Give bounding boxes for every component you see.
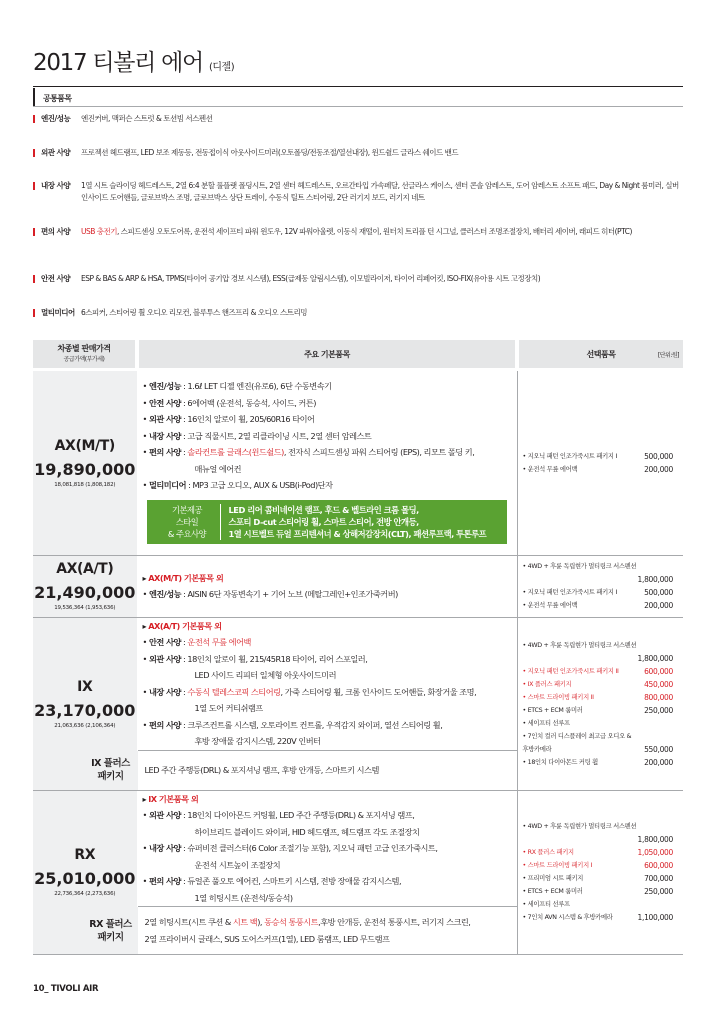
text-span: • xyxy=(142,686,149,697)
package-label-line: 스타일 xyxy=(175,516,199,527)
option-price: 700,000 xyxy=(644,874,673,884)
text-span: • xyxy=(142,810,149,820)
text-span: • xyxy=(142,876,149,886)
package-label-line: & 주요사양 xyxy=(167,528,207,539)
plus-package-label xyxy=(84,907,138,954)
option-item xyxy=(523,756,674,769)
title-divider xyxy=(33,86,683,87)
text-span: • xyxy=(142,414,149,424)
feature-line xyxy=(143,651,517,668)
model-price: 25,010,000 xyxy=(34,869,136,889)
header-option xyxy=(517,340,683,368)
feature-line xyxy=(143,684,517,701)
standard-features xyxy=(137,371,517,555)
text-span: 동승석 통풍시트 xyxy=(264,917,319,927)
package-items xyxy=(229,504,487,540)
text-span: 내장 사양 xyxy=(148,686,181,697)
text-span: 프로젝션 헤드램프, LED 보조 제동등, 전동접이식 아웃사이드미러(오토폴딩/전동조절/열선내장), 윈드쉴드 글라스 쉐이드 밴드 xyxy=(81,148,459,157)
model-price: 23,170,000 xyxy=(34,700,136,720)
feature-line xyxy=(143,618,517,635)
text-span: • xyxy=(142,843,149,853)
option-label: • 4WD + 후륜 독립현가 멀티링크 서스펜션 xyxy=(522,641,637,649)
option-price: 450,000 xyxy=(644,679,673,689)
text-span: • xyxy=(142,637,149,647)
option-list xyxy=(517,555,683,617)
text-span: : 6에어백 (운전석, 동승석, 사이드, 커튼) xyxy=(180,397,316,408)
text-span: 멀티미디어 xyxy=(148,480,186,490)
package-label-line: 기본제공 xyxy=(171,504,203,515)
page-title: 2017 티볼리 에어 (디젤) xyxy=(33,50,235,76)
option-item xyxy=(523,652,674,665)
text-span: 엔진커버, 맥퍼슨 스트럿 & 토션빔 서스펜션 xyxy=(81,114,213,123)
option-label: 후방카메라 xyxy=(522,745,552,753)
plus-item-line xyxy=(145,914,471,931)
text-span: 엔진/성능 xyxy=(148,381,182,391)
text-span: 하이브리드 블레이드 와이퍼, HID 헤드램프, 헤드램프 각도 조절장치 xyxy=(194,826,420,837)
page-footer: 10_ TIVOLI AIR xyxy=(33,984,99,994)
basic-style-package xyxy=(147,500,507,544)
text-span: 운전석 무릎 에어백 xyxy=(187,637,251,647)
option-item xyxy=(523,704,674,717)
option-label: • 세이프티 선루프 xyxy=(522,901,570,909)
model-price: 21,490,000 xyxy=(34,583,136,602)
plus-label-line: IX 플러스 xyxy=(91,758,130,769)
feature-line xyxy=(143,570,517,587)
text-span: 외관 사양 xyxy=(148,653,181,664)
option-price: 200,000 xyxy=(644,601,673,610)
common-row-value xyxy=(81,180,681,204)
model-supply-price: 21,063,636 (2,106,364) xyxy=(54,722,116,729)
common-row-label: 안전 사양 xyxy=(41,274,71,283)
text-span: ), xyxy=(257,917,265,927)
option-item xyxy=(523,730,674,743)
plus-label-line: 패키지 xyxy=(97,771,124,782)
common-section-label: 공통품목 xyxy=(43,94,72,103)
common-row-label: 외관 사양 xyxy=(41,148,71,157)
header-standard: 주요 기본품목 xyxy=(137,340,517,368)
header-model-sub: 공급가액(부가세) xyxy=(63,356,105,363)
text-span: ESP & BAS & ARP & HSA, TPMS(타이어 공기압 경보 시스템), ESS(급제동 알림시스템), 이모빌라이저, 타이어 리페어킷, ISO-FIX(유아용 시트 고정장치) xyxy=(81,274,541,283)
text-span: • xyxy=(142,719,149,730)
option-list xyxy=(517,617,683,790)
option-item xyxy=(523,560,674,573)
text-span: 2열 히팅시트(시트 쿠션 & xyxy=(144,917,233,927)
feature-line xyxy=(143,824,517,841)
common-row-label: 편의 사양 xyxy=(41,227,71,236)
feature-line xyxy=(143,700,517,717)
text-span: : 슈퍼비전 클러스터(6 Color 조절기능 포함), 지오닉 패턴 고급 인조가죽시트, xyxy=(180,843,438,853)
option-item xyxy=(523,846,674,859)
plus-package-cell xyxy=(89,906,517,955)
option-label: • ETCS + ECM 룸미러 xyxy=(522,888,583,896)
text-span: AX(A/T) 기본품목 외 xyxy=(148,620,222,631)
feature-line xyxy=(143,477,517,494)
text-span: : xyxy=(180,637,188,647)
model-row xyxy=(33,555,683,617)
option-label: • 지오닉 패턴 인조가죽시트 패키지 I xyxy=(522,589,617,596)
text-span: : 1.6ℓ LET 디젤 엔진(유로6), 6단 수동변속기 xyxy=(181,381,332,391)
text-span: ▸ xyxy=(142,793,149,804)
text-span: USB 충전기 xyxy=(81,227,118,236)
option-price: 500,000 xyxy=(644,451,673,461)
common-row-value xyxy=(81,273,681,285)
text-span: : 16인치 알로이 휠, 205/60R16 타이어 xyxy=(180,414,315,424)
option-list xyxy=(517,790,683,955)
text-span: : 18인치 알로이 휠, 215/45R18 타이어, 리어 스포일러, xyxy=(180,653,368,664)
option-price: 600,000 xyxy=(644,666,673,676)
option-price: 800,000 xyxy=(644,692,673,702)
text-span: ▸ xyxy=(142,572,149,583)
text-span: 엔진/성능 xyxy=(148,589,182,599)
common-row-value xyxy=(81,226,681,238)
package-item-line: LED 리어 콤비네이션 램프, 후드 & 벨트라인 크롬 몰딩, xyxy=(228,504,419,515)
text-span: : AISIN 6단 자동변속기 + 기어 노브 (메탈그레인+인조가죽커버) xyxy=(181,589,398,599)
text-span: , 전자식 스피드센싱 파워 스티어링 (EPS), 리모트 폴딩 키, xyxy=(283,447,475,457)
text-span: • xyxy=(142,430,149,441)
option-price: 1,050,000 xyxy=(637,848,673,858)
text-span: : MP3 고급 오디오, AUX & USB(i-Pod)단자 xyxy=(185,480,333,490)
red-bullet-bar xyxy=(33,182,35,190)
option-item xyxy=(523,743,674,756)
plus-label-line: 패키지 xyxy=(97,931,124,943)
model-row xyxy=(33,371,683,555)
option-label: • 7인치 컬러 디스플레이 최고급 오디오 & xyxy=(522,732,632,740)
text-span: 편의 사양 xyxy=(148,719,181,730)
common-row-label: 내장 사양 xyxy=(41,181,71,190)
option-price: 250,000 xyxy=(644,705,673,715)
option-price: 1,800,000 xyxy=(637,653,673,663)
option-price: 200,000 xyxy=(644,757,673,767)
option-item xyxy=(523,911,674,924)
common-row-value xyxy=(81,147,681,159)
plus-package-items xyxy=(138,751,379,790)
feature-line xyxy=(143,857,517,874)
option-price: 250,000 xyxy=(644,887,673,897)
feature-line xyxy=(143,733,517,750)
option-price: 1,800,000 xyxy=(637,575,673,584)
text-span: • xyxy=(142,589,149,599)
option-item xyxy=(523,463,674,476)
feature-line xyxy=(143,791,517,808)
option-item xyxy=(523,691,674,704)
option-label: • 4WD + 후륜 독립현가 멀티링크 서스펜션 xyxy=(522,823,637,831)
text-span: ,후방 안개등, 운전석 통풍시트, 러기지 스크린, xyxy=(318,917,471,927)
package-item-line: 1열 시트벨트 듀얼 프리텐셔너 & 상해저감장치(CLT), 패션루프랙, 투톤루프 xyxy=(228,528,487,539)
option-item xyxy=(523,573,674,586)
option-item xyxy=(523,665,674,678)
text-span: , 스피드센싱 오토도어록, 운전석 세이프티 파워 윈도우, 12V 파워아울렛, 이동식 재떨이, 원터치 트리플 턴 시그널, 클러스터 조명조절장치, 배터리 세이버, 래피드 히터(PTC) xyxy=(117,227,632,236)
feature-line xyxy=(143,428,517,445)
text-span: 후방 장애물 감지시스템, 220V 인버터 xyxy=(194,736,321,746)
option-item xyxy=(523,639,674,652)
standard-features xyxy=(137,617,517,750)
option-item xyxy=(523,859,674,872)
model-price: 19,890,000 xyxy=(34,459,136,479)
text-span: • xyxy=(142,480,149,490)
option-label: • 스마트 드라이빙 패키지 II xyxy=(522,693,594,701)
option-label: • 운전석 무릎 에어백 xyxy=(522,465,578,473)
option-label: • 지오닉 패턴 인조가죽시트 패키지 I xyxy=(522,452,617,460)
red-bullet-bar xyxy=(33,149,35,157)
text-span: 매뉴얼 에어컨 xyxy=(194,463,242,474)
option-item xyxy=(523,898,674,911)
option-label: • 세이프티 선루프 xyxy=(522,719,570,727)
feature-line xyxy=(143,461,517,478)
red-bullet-bar xyxy=(33,275,35,283)
text-span: AX(M/T) 기본품목 외 xyxy=(148,572,224,583)
text-span: 운전석 시트높이 조절장치 xyxy=(194,859,281,870)
plus-package xyxy=(89,906,517,954)
common-row-label: 엔진/성능 xyxy=(41,114,71,123)
table-header-row xyxy=(33,340,683,368)
text-span: 외관 사양 xyxy=(148,810,181,820)
model-cell xyxy=(33,371,137,555)
plus-package-label xyxy=(84,751,138,790)
red-bullet-bar xyxy=(33,115,35,123)
option-item xyxy=(523,885,674,898)
feature-line xyxy=(143,634,517,651)
text-span: 안전 사양 xyxy=(148,397,181,408)
header-model xyxy=(33,340,137,368)
option-list xyxy=(517,371,683,555)
standard-features xyxy=(137,555,517,617)
text-span: 외관 사양 xyxy=(148,414,181,424)
red-bullet-bar xyxy=(33,309,35,317)
text-span: 안전 사양 xyxy=(148,637,181,647)
plus-package-items xyxy=(138,907,471,954)
option-item xyxy=(523,450,674,463)
model-supply-price: 22,736,364 (2,273,636) xyxy=(54,891,116,898)
feature-line xyxy=(143,717,517,734)
option-label: • 스마트 드라이빙 패키지 I xyxy=(522,862,593,870)
plus-package-cell xyxy=(91,750,517,791)
text-span: • xyxy=(142,397,149,408)
text-span: 편의 사양 xyxy=(148,876,181,886)
package-item-line: 스포티 D-cut 스티어링 휠, 스마트 스티어, 전방 안개등, xyxy=(228,516,419,527)
header-unit: [단위:원] xyxy=(657,352,679,359)
model-name: AX(A/T) xyxy=(56,561,114,577)
option-label: • 4WD + 후륜 독립현가 멀티링크 서스펜션 xyxy=(522,563,637,570)
text-span: 내장 사양 xyxy=(148,843,181,853)
option-label: • RX 플러스 패키지 xyxy=(522,849,574,857)
option-item xyxy=(523,586,674,599)
feature-line xyxy=(143,840,517,857)
option-item xyxy=(523,820,674,833)
plus-item-line: LED 주간 주행등(DRL) & 포지셔닝 램프, 후방 안개등, 스마트키 시스템 xyxy=(144,764,379,775)
plus-label-line: RX 플러스 xyxy=(89,918,132,930)
feature-line xyxy=(143,586,517,603)
option-price: 600,000 xyxy=(644,861,673,871)
option-item xyxy=(523,717,674,730)
common-row-value xyxy=(81,307,681,319)
model-name: AX(M/T) xyxy=(54,437,115,454)
page-subtitle: (디젤) xyxy=(208,62,235,73)
feature-line xyxy=(143,444,517,461)
text-span: 1열 히팅시트 (운전석/동승석) xyxy=(194,892,293,903)
feature-line xyxy=(143,411,517,428)
common-row-label: 멀티미디어 xyxy=(41,308,75,317)
model-row xyxy=(33,790,683,906)
option-label: • IX 플러스 패키지 xyxy=(522,680,572,688)
option-price: 1,100,000 xyxy=(637,913,673,923)
text-span: ▸ xyxy=(142,620,149,631)
plus-item-line: 2열 프라이버시 글래스, SUS 도어스커프(1열), LED 룸램프, LED 무드램프 xyxy=(144,933,390,944)
text-span: 1열 시트 슬라이딩 헤드레스트, 2열 6:4 분할 풀플랫 폴딩시트, 2열 센터 헤드레스트, 오르간타입 가속페달, 선글라스 케이스, 센터 콘솔 암레스트, 도어 암레스트 소프트 패드, Day & Night 룸미러, 실버 인사이드 도어핸들, 글로브박스 조명, 글로브박스 상단 트레이, 수동식 틸트 스티어링, 2단 러기지 보드, 러기지 네트 xyxy=(81,181,679,202)
text-span: 6스피커, 스티어링 휠 오디오 리모컨, 블루투스 핸즈프리 & 오디오 스트리밍 xyxy=(81,308,307,317)
option-item xyxy=(523,678,674,691)
text-span: : xyxy=(180,686,188,697)
text-span: : 크루즈컨트롤 시스템, 오토라이트 컨트롤, 우적감지 와이퍼, 열선 스티어링 휠, xyxy=(180,719,443,730)
model-row xyxy=(33,617,683,750)
header-option-label: 선택품목 xyxy=(586,349,616,359)
text-span: : 18인치 다이아몬드 커팅휠, LED 주간 주행등(DRL) & 포지셔닝 램프, xyxy=(180,810,415,820)
text-span: 편의 사양 xyxy=(148,447,181,457)
common-row-value xyxy=(81,113,681,125)
option-label: • 7인치 AVN 시스템 & 후방카메라 xyxy=(522,914,613,922)
model-name: IX xyxy=(77,678,93,695)
model-supply-price: 19,536,364 (1,953,636) xyxy=(54,605,116,611)
text-span: , 가죽 스티어링 휠, 크롬 인사이드 도어핸들, 화장거울 조명, xyxy=(280,686,477,697)
text-span: : 고급 직물시트, 2열 리클라이닝 시트, 2열 센터 암레스트 xyxy=(180,430,372,441)
option-price: 500,000 xyxy=(644,588,673,597)
text-span: • xyxy=(142,653,149,664)
text-span: 1열 도어 커티쉬램프 xyxy=(194,703,263,713)
text-span: 솔라컨트롤 글래스(윈드쉴드) xyxy=(187,447,284,457)
option-label: • ETCS + ECM 룸미러 xyxy=(522,706,583,714)
red-bullet-bar xyxy=(33,228,35,236)
feature-line xyxy=(143,890,517,907)
feature-line xyxy=(143,807,517,824)
text-span: 시트 백 xyxy=(232,917,258,927)
option-item xyxy=(523,599,674,612)
text-span: LED 사이드 리피터 일체형 아웃사이드미러 xyxy=(194,670,336,680)
text-span: • xyxy=(142,447,149,457)
feature-line xyxy=(143,667,517,684)
text-span: : xyxy=(180,447,188,457)
text-span: 내장 사양 xyxy=(148,430,181,441)
option-label: • 프리미엄 시트 패키지 xyxy=(522,875,584,883)
model-supply-price: 18,081,818 (1,808,182) xyxy=(54,481,116,488)
option-label: • 18인치 다이아몬드 커팅 휠 xyxy=(522,758,598,766)
option-price: 1,800,000 xyxy=(637,835,673,845)
option-price: 550,000 xyxy=(644,744,673,754)
option-item xyxy=(523,872,674,885)
option-item xyxy=(523,833,674,846)
package-label xyxy=(155,504,221,540)
common-accent-bar xyxy=(33,88,35,106)
standard-features xyxy=(137,790,517,906)
text-span: • xyxy=(142,381,149,391)
feature-line xyxy=(143,873,517,890)
text-span: IX 기본품목 외 xyxy=(148,793,199,804)
plus-package xyxy=(91,750,517,790)
header-model-label: 차종별 판매가격 xyxy=(57,344,111,353)
option-label: • 운전석 무릎 에어백 xyxy=(522,602,578,609)
price-table xyxy=(33,340,683,955)
model-cell xyxy=(33,555,137,617)
option-label: • 지오닉 패턴 인조가죽시트 패키지 II xyxy=(522,667,619,675)
text-span: 수동식 텔레스코픽 스티어링 xyxy=(187,686,281,697)
common-divider xyxy=(33,106,683,107)
feature-line xyxy=(143,378,517,395)
feature-line xyxy=(143,395,517,412)
text-span: : 듀얼존 풀오토 에어컨, 스마트키 시스템, 전방 장애물 감지시스템, xyxy=(180,876,402,886)
option-price: 200,000 xyxy=(644,464,673,474)
model-name: RX xyxy=(74,847,96,864)
